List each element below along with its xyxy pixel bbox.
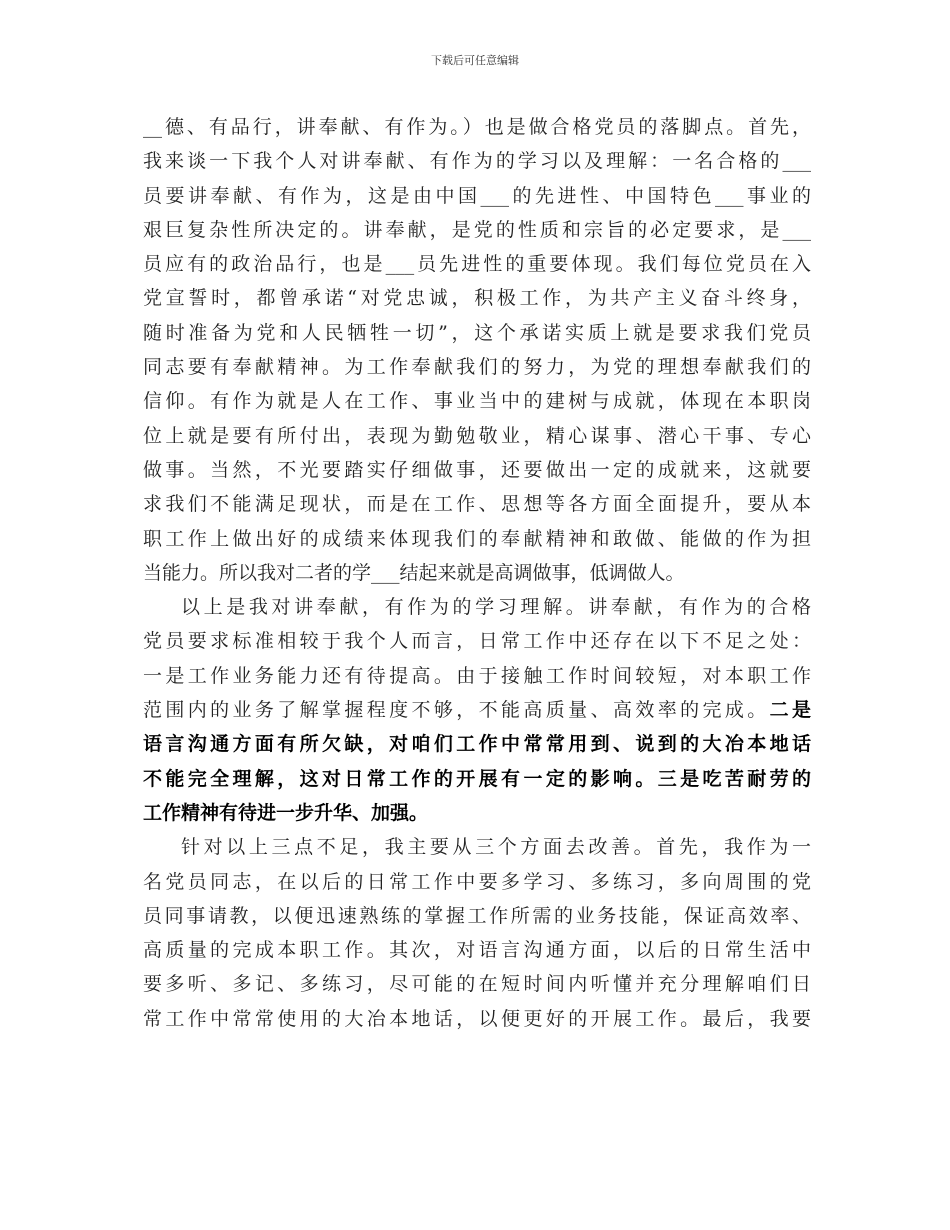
text-segment: 员同事请教，以便迅速熟练的掌握工作所需的业务技能，保证高效率、 [143, 904, 811, 927]
text-line [143, 967, 811, 1001]
text-segment: 一是工作业务能力还有待提高。由于接触工作时间较短，对本职工作 [143, 664, 811, 687]
text-line [143, 110, 811, 144]
text-segment: __德、有品行，讲奉献、有作为。）也是做合格党员的落脚点。首先， [143, 116, 811, 138]
text-line [143, 1002, 811, 1036]
text-segment: 当能力。所以我对二者的学___结起来就是高调做事，低调做人。 [143, 561, 685, 584]
text-segment: 党宣誓时，都曾承诺“对党忠诚，积极工作，为共产主义奋斗终身， [143, 287, 811, 310]
body-text [143, 110, 811, 1036]
text-segment: 以上是我对讲奉献，有作为的学习理解。讲奉献，有作为的合格 [181, 596, 811, 619]
bold-text-segment: 二是 [769, 699, 811, 722]
text-line [143, 693, 811, 727]
text-line [143, 281, 811, 315]
text-segment: 求我们不能满足现状，而是在工作、思想等各方面全面提升，要从本 [143, 493, 811, 516]
text-line [143, 316, 811, 350]
text-line [143, 865, 811, 899]
text-line [143, 453, 811, 487]
bold-text-line [143, 762, 811, 796]
text-segment: 名党员同志，在以后的日常工作中要多学习、多练习，多向周围的党 [143, 870, 811, 893]
text-segment: 高质量的完成本职工作。其次，对语言沟通方面，以后的日常生活中 [143, 939, 811, 962]
text-segment: 语言沟通方面有所欠缺，对咱们工作中常常用到、说到的大冶本地话 [143, 733, 811, 756]
text-line [143, 556, 811, 590]
text-line [143, 522, 811, 556]
text-line [143, 350, 811, 384]
text-segment: 我来谈一下我个人对讲奉献、有作为的学习以及理解：一名合格的___ [143, 150, 811, 173]
text-line [143, 144, 811, 178]
text-segment: 要多听、多记、多练习，尽可能的在短时间内听懂并充分理解咱们日 [143, 973, 811, 996]
text-segment: 艰巨复杂性所决定的。讲奉献，是党的性质和宗旨的必定要求，是___ [143, 218, 811, 241]
text-segment: 员应有的政治品行，也是___员先进性的重要体现。我们每位党员在入 [143, 253, 811, 276]
page-header: 下载后可任意编辑 [431, 54, 519, 67]
text-line [143, 419, 811, 453]
text-segment: 位上就是要有所付出，表现为勤勉敬业，精心谋事、潜心干事、专心 [143, 424, 811, 447]
text-segment: 不能完全理解，这对日常工作的开展有一定的影响。三是吃苦耐劳的 [143, 767, 811, 790]
text-segment: 做事。当然，不光要踏实仔细做事，还要做出一定的成就来，这就要 [143, 458, 811, 481]
text-segment: 范围内的业务了解掌握程度不够，不能高质量、高效率的完成。 [143, 699, 770, 722]
text-line-paragraph-start [143, 830, 811, 864]
text-segment: 职工作上做出好的成绩来体现我们的奉献精神和敢做、能做的作为担 [143, 527, 811, 550]
text-line [143, 933, 811, 967]
text-segment: 党员要求标准相较于我个人而言，日常工作中还存在以下不足之处： [143, 630, 811, 653]
text-line [143, 487, 811, 521]
text-segment: 工作精神有待进一步升华、加强。 [143, 801, 429, 824]
text-segment: 针对以上三点不足，我主要从三个方面去改善。首先，我作为一 [181, 836, 811, 859]
text-line [143, 213, 811, 247]
text-line [143, 384, 811, 418]
bold-text-line [143, 796, 811, 830]
text-line-paragraph-start [143, 590, 811, 624]
text-segment: 员要讲奉献、有作为，这是由中国___的先进性、中国特色___事业的 [143, 184, 811, 207]
text-segment: 同志要有奉献精神。为工作奉献我们的努力，为党的理想奉献我们的 [143, 356, 811, 379]
text-line [143, 899, 811, 933]
text-line [143, 659, 811, 693]
text-segment: 随时准备为党和人民牺牲一切”，这个承诺实质上就是要求我们党员 [143, 321, 811, 344]
text-segment: 常工作中常常使用的大冶本地话，以便更好的开展工作。最后，我要 [143, 1007, 811, 1030]
text-line [143, 624, 811, 658]
text-segment: 信仰。有作为就是人在工作、事业当中的建树与成就，体现在本职岗 [143, 390, 811, 413]
text-line [143, 179, 811, 213]
bold-text-line [143, 727, 811, 761]
text-line [143, 247, 811, 281]
